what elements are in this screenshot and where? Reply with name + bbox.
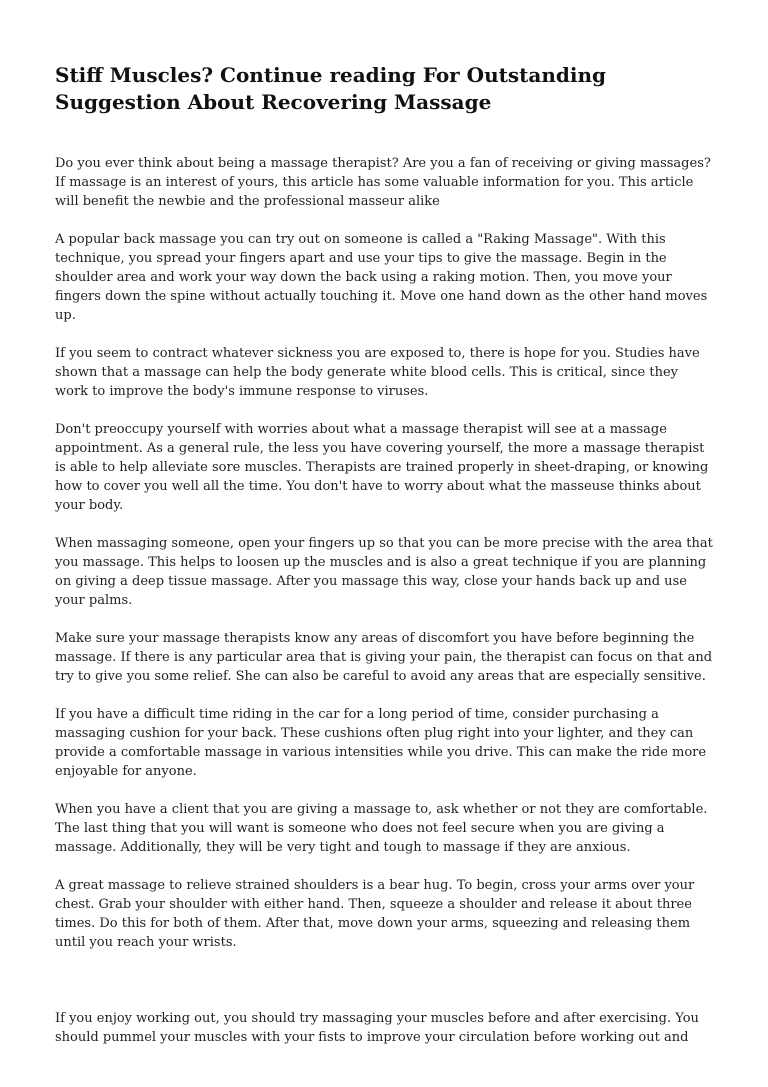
paragraph-raking-massage: A popular back massage you can try out on someone is called a "Raking Massage". With this technique, you spread your fingers apart and use your tips to give the massage. Begin in the shoulder area and work your way down the back using a raking motion. Then, you move your fingers down the spine without actually touching it. Move one hand down as the other hand moves up. [55, 232, 708, 323]
document-title: Stiff Muscles? Continue reading For Outstanding Suggestion About Recovering Massage [55, 63, 606, 114]
paragraph-open-fingers: When massaging someone, open your fingers up so that you can be more precise with the area that you massage. This helps to loosen up the muscles and is also a great technique if you are planning on giving a deep tissue massage. After you massage this way, close your hands back up and use your palms. [55, 536, 713, 608]
paragraph-bear-hug: A great massage to relieve strained shoulders is a bear hug. To begin, cross your arms over your chest. Grab your shoulder with either hand. Then, squeeze a shoulder and release it about three times. Do this for both of them. After that, move down your arms, squeezing and releasing them until you reach your wrists. [55, 878, 695, 950]
paragraph-immune: If you seem to contract whatever sickness you are exposed to, there is hope for you. Studies have shown that a massage can help the body generate white blood cells. This is critical, since they work to improve the body's immune response to viruses. [55, 346, 700, 399]
document-page [55, 62, 715, 1047]
paragraph-appointment: Don't preoccupy yourself with worries about what a massage therapist will see at a massage appointment. As a general rule, the less you have covering yourself, the more a massage therapist is able to help alleviate sore muscles. Therapists are trained properly in sheet-draping, or knowing how to cover you well all the time. You don't have to worry about what the masseuse thinks about your body. [55, 422, 709, 513]
paragraph-discomfort: Make sure your massage therapists know any areas of discomfort you have before beginning the massage. If there is any particular area that is giving your pain, the therapist can focus on that and try to give you some relief. She can also be careful to avoid any areas that are especially sensitive. [55, 631, 713, 684]
paragraph-working-out: If you enjoy working out, you should try massaging your muscles before and after exercising. You should pummel your muscles with your fists to improve your circulation before working out and [55, 1011, 699, 1045]
paragraph-car-cushion: If you have a difficult time riding in the car for a long period of time, consider purchasing a massaging cushion for your back. These cushions often plug right into your lighter, and they can provide a comfortable massage in various intensities while you drive. This can make the ride more enjoyable for anyone. [55, 707, 707, 779]
paragraph-client-comfort: When you have a client that you are giving a massage to, ask whether or not they are comfortable. The last thing that you will want is someone who does not feel secure when you are giving a massage. Additionally, they will be very tight and tough to massage if they are anxious. [55, 802, 708, 855]
paragraph-intro: Do you ever think about being a massage therapist? Are you a fan of receiving or giving massages? If massage is an interest of yours, this article has some valuable information for you. This article will benefit the newbie and the professional masseur alike [55, 156, 711, 209]
